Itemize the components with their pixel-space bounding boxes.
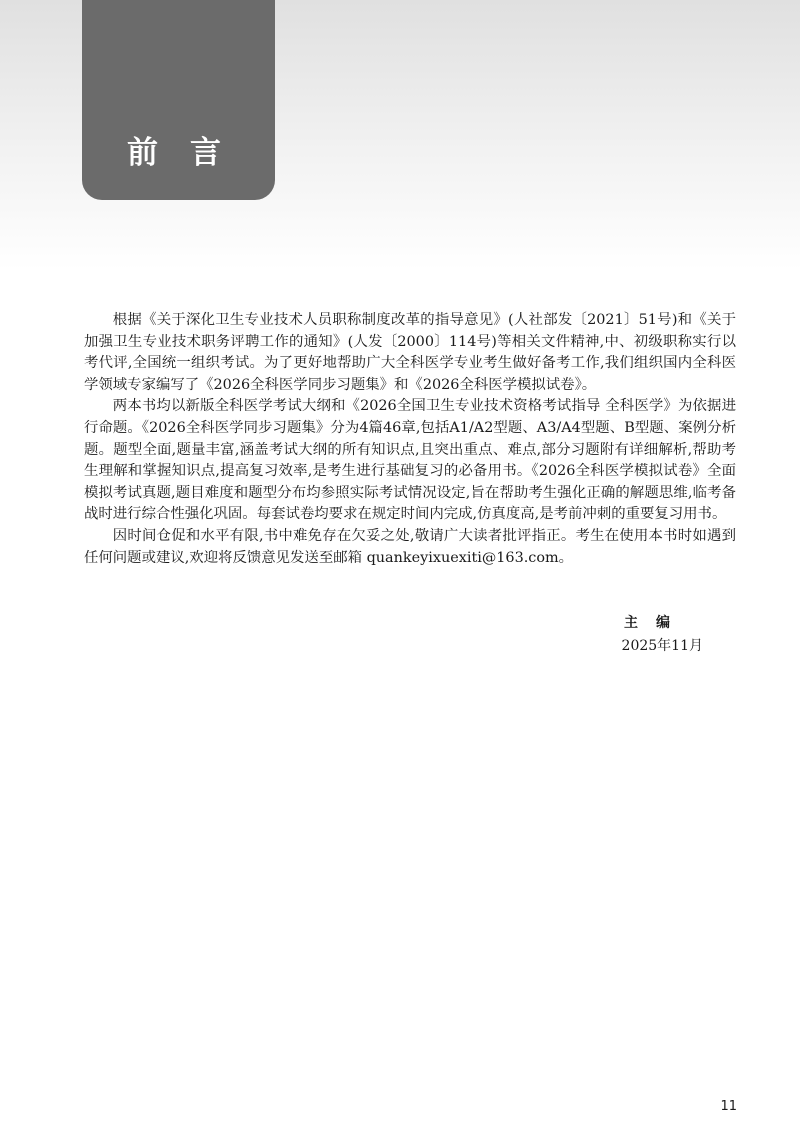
signature-block (622, 612, 703, 658)
editor-label: 主编 (624, 615, 688, 631)
date-label: 2025年11月 (621, 638, 703, 654)
paragraph-2: 两本书均以新版全科医学考试大纲和《2026全国卫生专业技术资格考试指导 全科医学》为依据进行命题。《2026全科医学同步习题集》分为4篇46章,包括A1/A2型题、A3/A4型题、B型题、案例分析题。题型全面,题量丰富,涵盖考试大纲的所有知识点,且突出重点、难点,部分习题附有详细解析,帮助考生理解和掌握知识点,提高复习效率,是考生进行基础复习的必备用书。《2026全科医学模拟试卷》全面模拟考试真题,题目难度和题型分布均参照实际考试情况设定,旨在帮助考生强化正确的解题思维,临考备战时进行综合性强化巩固。每套试卷均要求在规定时间内完成,仿真度高,是考前冲刺的重要复习用书。 (84, 398, 736, 523)
page-number: 11 (720, 1099, 737, 1114)
page-title: 前言 (127, 135, 253, 171)
preface-body (84, 310, 736, 569)
title-tab (82, 0, 275, 200)
paragraph-3: 因时间仓促和水平有限,书中难免存在欠妥之处,敬请广大读者批评指正。考生在使用本书时如遇到任何问题或建议,欢迎将反馈意见发送至邮箱 quankeyixuexiti@163.com。 (84, 527, 736, 566)
paragraph-1: 根据《关于深化卫生专业技术人员职称制度改革的指导意见》(人社部发〔2021〕51号)和《关于加强卫生专业技术职务评聘工作的通知》(人发〔2000〕114号)等相关文件精神,中、初级职称实行以考代评,全国统一组织考试。为了更好地帮助广大全科医学专业考生做好备考工作,我们组织国内全科医学领域专家编写了《2026全科医学同步习题集》和《2026全科医学模拟试卷》。 (84, 312, 736, 393)
